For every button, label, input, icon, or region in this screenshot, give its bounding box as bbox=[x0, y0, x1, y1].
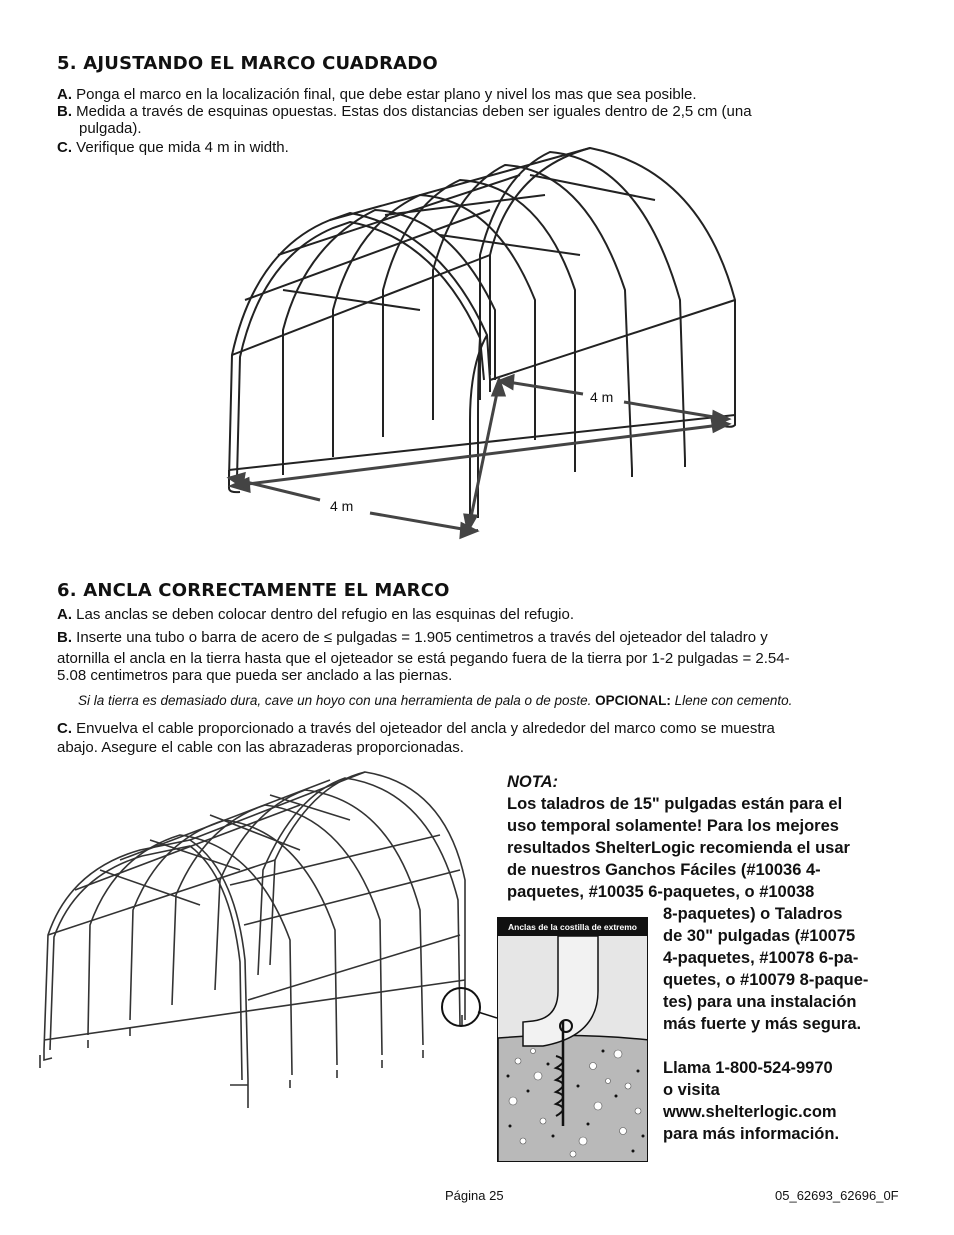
dimension-label-right: 4 m bbox=[590, 389, 614, 405]
step-letter: B. bbox=[57, 103, 72, 120]
note-line: quetes, o #10079 8-paque- bbox=[663, 971, 869, 989]
step-text: Verifique que mida 4 m in width. bbox=[76, 139, 289, 156]
note-line: paquetes, #10035 6-paquetes, o #10038 bbox=[507, 883, 815, 901]
step-letter: C. bbox=[57, 139, 72, 156]
note-line: de 30" pulgadas (#10075 bbox=[663, 927, 856, 945]
step-text: Medida a través de esquinas opuestas. Estas dos distancias deben ser iguales dentro de 2,5 cm (una bbox=[76, 103, 752, 120]
step-text: Ponga el marco en la localización final, que debe estar plano y nivel los mas que sea posible. bbox=[76, 86, 697, 103]
note-contact bbox=[663, 1057, 913, 1145]
note-line: de nuestros Ganchos Fáciles (#10036 4- bbox=[507, 861, 821, 879]
document-code: 05_62693_62696_0F bbox=[775, 1188, 899, 1203]
tip-optional-label: OPCIONAL: bbox=[595, 693, 671, 708]
note-line: Los taladros de 15" pulgadas están para el bbox=[507, 795, 843, 813]
contact-line: o visita bbox=[663, 1081, 720, 1099]
step-letter: B. bbox=[57, 629, 72, 646]
section-6-title: 6. ANCLA CORRECTAMENTE EL MARCO bbox=[57, 580, 450, 601]
note-line: más fuerte y más segura. bbox=[663, 1015, 862, 1033]
note-line: tes) para una instalación bbox=[663, 993, 857, 1011]
section-6-step-b-cont-1: atornilla el ancla en la tierra hasta que el ojeteador se está pegando fuera de la tierra por 1-2 pulgadas = 2.54- bbox=[57, 650, 790, 667]
dimension-label-bottom: 4 m bbox=[330, 498, 354, 514]
step-letter: C. bbox=[57, 720, 72, 737]
step-letter: A. bbox=[57, 606, 72, 623]
note-line: 8-paquetes) o Taladros bbox=[663, 905, 843, 923]
note-heading bbox=[507, 771, 558, 793]
note-line: uso temporal solamente! Para los mejores bbox=[507, 817, 839, 835]
note-body-narrow bbox=[663, 903, 913, 1035]
step-text: Envuelva el cable proporcionado a través del ojeteador del ancla y alrededor del marco como se muestra bbox=[76, 720, 775, 737]
anchor-detail-illustration bbox=[498, 936, 648, 1162]
step-letter: A. bbox=[57, 86, 72, 103]
inset-caption: Anclas de la costilla de extremo bbox=[498, 918, 647, 936]
step-text: Inserte una tubo o barra de acero de ≤ pulgadas = 1.905 centimetros a través del ojeteador del taladro y bbox=[76, 629, 768, 646]
note-heading-text: NOTA: bbox=[507, 773, 559, 791]
note-line: resultados ShelterLogic recomienda el usar bbox=[507, 839, 850, 857]
page-number: Página 25 bbox=[445, 1188, 504, 1203]
contact-line: Llama 1-800-524-9970 bbox=[663, 1059, 833, 1077]
note-body-wide bbox=[507, 793, 907, 903]
section-6-step-c-cont: abajo. Asegure el cable con las abrazaderas proporcionadas. bbox=[57, 739, 464, 756]
note-line: 4-paquetes, #10078 6-pa- bbox=[663, 949, 859, 967]
tip-text: Si la tierra es demasiado dura, cave un hoyo con una herramienta de pala o de poste. bbox=[78, 693, 592, 708]
contact-line: para más información. bbox=[663, 1125, 840, 1143]
section-6-step-b-cont-2: 5.08 centimetros para que pueda ser anclado a las piernas. bbox=[57, 667, 453, 684]
tip-text-2: Llene con cemento. bbox=[674, 693, 793, 708]
anchor-inset bbox=[497, 917, 648, 1162]
step-text: Las anclas se deben colocar dentro del refugio en las esquinas del refugio. bbox=[76, 606, 574, 623]
contact-line: www.shelterlogic.com bbox=[663, 1103, 837, 1121]
section-5-step-b-cont: pulgada). bbox=[79, 120, 142, 137]
section-5-title: 5. AJUSTANDO EL MARCO CUADRADO bbox=[57, 53, 438, 74]
